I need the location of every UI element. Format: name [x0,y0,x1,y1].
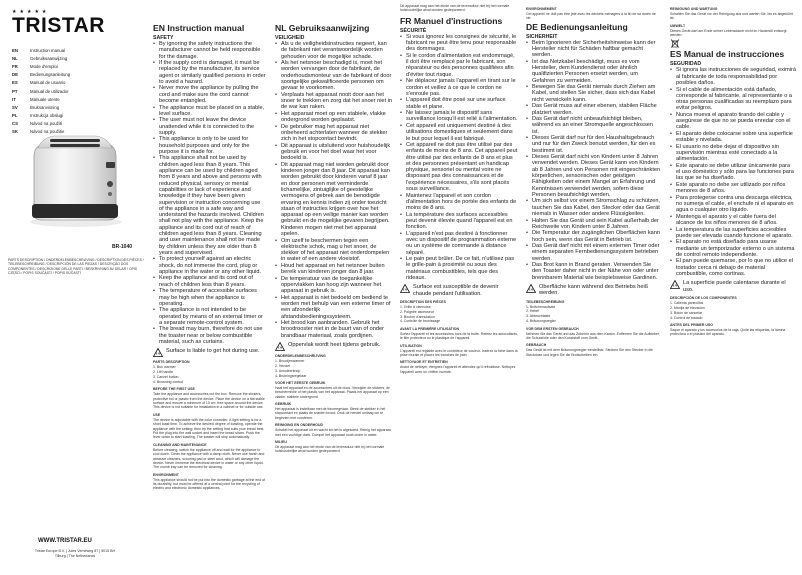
hot-surface-notice [670,280,796,293]
list-item: • Este aparato se debe utilizar únicamente para el uso doméstico y sólo para las funciones para las que se ha diseñado. [670,163,796,182]
model-number: BR-1040 [112,244,133,250]
nl-safety-title: VEILIGHEID [275,35,305,41]
list-item: • Mantenga el aparato y el cable fuera del alcance de los niños menores de 8 años. [670,214,796,227]
language-item[interactable] [12,103,132,111]
hot-surface-notice [153,348,266,357]
list-item: • The temperature of accessible surfaces may be high when the appliance is operating. [153,288,266,307]
language-code: ES [12,80,18,86]
nl-env-continued [400,4,518,13]
fr-safety-list [400,34,518,281]
es-details [670,296,796,337]
es-parts-title: DESCRIPCIÓN DE LOS COMPONENTES [670,295,737,300]
fr-continued [526,7,661,21]
de-env-text: Dieses Gerät darf am Ende seiner Lebensdauer nicht im Hausmüll entsorgt werden. [670,28,787,38]
language-item[interactable] [12,95,132,103]
hot-surface-icon [670,280,680,289]
en-safety-list [153,41,266,345]
language-label: Gebruiksaanwijzing [30,55,68,61]
fr-before-title: AVANT LA PREMIÈRE UTILISATION [400,326,459,331]
language-code: PT [12,88,18,94]
list-item: • El aparato debe colocarse sobre una superficie estable y nivelada. [670,131,796,144]
es-part-item: 4. Control de tostado [670,315,703,320]
language-label: Návod na použitie [30,129,65,135]
list-item: • Cet appareil ne doit pas être utilisé par des enfants de moins de 8 ans. Cet appareil peut être utilisé par des enfants de 8 ans et plus et des personnes présentant un handicap physique, sensoriel ou mental voire ne disposant pas des connaissances et de l'expérience nécessaires, s'ils sont placés sous surveillance. [400,142,518,192]
en-part-item: 3. Cancel button [153,375,179,380]
de-heading: DE Bedienungsanleitung [526,21,628,32]
hot-surface-text: La superficie puede calentarse durante el uso. [683,280,786,293]
list-item: • Este aparato no debe ser utilizado por niños menores de 8 años. [670,182,796,195]
de-part-item: 2. Hebel [526,309,540,314]
language-code: PL [12,113,18,119]
list-item: • Houd het apparaat en het netsnoer buiten bereik van kinderen jonger dan 8 jaar. [275,263,392,276]
list-item: • Als u de veiligheidsinstructies negeert, kan de fabrikant niet verantwoordelijk worden gehouden voor de mogelijke schade. [275,41,392,60]
hot-surface-icon [400,284,410,293]
de-use-text: Das Gerät ist mit dem Bräunungsregler einstellbar. Stecken Sie den Stecker in die Steckdose und legen Sie die Brotscheiben ein. [526,348,654,357]
list-item: • To protect yourself against an electric shock, do not immerse the cord, plug or appliance in the water or any other liquid. [153,256,266,275]
de-use-title: GEBRAUCH [526,343,547,348]
hot-surface-notice [275,342,392,351]
list-item: • The appliance is not intended to be operated by means of an external timer or a separate remote-control system. [153,307,266,326]
list-item: • Keep the appliance and its cord out of reach of children less than 8 years. [153,275,266,288]
list-item: • La temperatura de las superficies accesibles puede ser elevada cuando funcione el aparato. [670,227,796,240]
language-code: SV [12,104,18,110]
nl-env-text-cont: Dit apparaat mag aan het einde van de levensduur niet bij het normale huishoudelijke afval worden gedeponeerd. [400,4,510,13]
list-item: • El pan puede quemarse, por lo que no utilice el tostador cerca ni debajo de material combustible, como cortinas. [670,258,796,277]
list-item: • De temperatuur van de toegankelijke oppervlakken kan hoog zijn wanneer het apparaat in gebruik is. [275,276,392,295]
list-item: • Halten Sie das Gerät und sein Kabel außerhalb der Reichweite von Kindern unter 8 Jahren. [526,218,661,231]
list-item: • Para protegerse contra una descarga eléctrica, no sumerja el cable, el enchufe ni el aparato en agua o cualquier otro líquido. [670,195,796,214]
es-part-item: 3. Botón de cancelar [670,310,703,315]
de-safety-title: SICHERHEIT [526,33,558,40]
nl-heading: NL Gebruiksaanwijzing [275,23,370,33]
list-item: • Het apparaat moet op een stabiele, vlakke ondergrond worden geplaatst. [275,111,392,124]
language-code: IT [12,96,16,102]
en-clean-title: CLEANING AND MAINTENANCE [153,442,207,447]
language-code: DE [12,72,18,78]
language-item[interactable] [12,62,132,70]
list-item: • Om uzelf te beschermen tegen een elektrische schok, mag u het snoer, de stekker of het apparaat niet onderdompelen in water of een andere vloeistof. [275,238,392,263]
language-code: FR [12,63,18,69]
fr-part-item: 4. Contrôle de brunissage [400,319,441,324]
en-parts-title: PARTS DESCRIPTION [153,360,190,365]
de-clean-title: REINIGUNG UND WARTUNG [670,7,718,11]
language-label: Mode d'emploi [30,63,58,69]
nl-parts-title: ONDERDELENBESCHRIJVING [275,354,326,359]
en-part-item: 4. Browning control [153,379,183,384]
list-item: • Si ignora las instrucciones de seguridad, eximirá al fabricante de toda responsabilidad por posibles daños. [670,67,796,86]
fr-clean-title: NETTOYAGE ET ENTRETIEN [400,360,448,365]
cover-column [0,0,150,575]
list-item: • Verplaats het apparaat nooit door aan het snoer te trekken en zorg dat het snoer niet in de war kan raken. [275,92,392,111]
nl-part-item: 4. Bruiningsregelaar [275,373,307,378]
nl-clean-text: Schakel het apparaat uit en wacht tot het is afgekoeld. Reinig het apparaat met een vochtige doek. Dompel het apparaat nooit onder in water. [275,428,391,437]
list-item: • Cet appareil est uniquement destiné à des utilisations domestiques et seulement dans le but pour lequel il est fabriqué. [400,123,518,142]
brand-stars: ★★★★★ [12,9,50,15]
cover-parts-caption: PARTS DESCRIPTION / ONDERDELENBESCHRIJVING / DESCRIPTION DES PIÈCES / TEILEBESCHREIBUNG / DESCRIPCIÓN DE LAS PIEZAS / DESCRIÇÃO DOS COMPONENTES / DESCRIZIONE DELLE PARTI / BESKRIVNING AV DELAR / OPIS CZĘŚCI / POPIS SOUČÁSTÍ / POPIS SÚČASTÍ [8,258,144,275]
recycle-bin-icon [670,39,680,48]
en-clean-text: Before cleaning, switch the appliance off and wait for the appliance to cool down. Clean the appliance with a damp cloth. Never use harsh and abrasive cleaners, scouring pad or steel wool, which will damage the device. Never immerse the electrical device in water or any other liquid. The crumb tray can be removed for cleaning. [153,447,265,470]
language-label: Manual de usuario [30,80,66,86]
list-item: • Das Gerät darf nicht mit einem externen Timer oder einem separaten Fernbedienungssystem betrieben werden. [526,243,661,262]
hot-surface-text: Surface est susceptible de devenir chaude pendant l'utilisation. [413,284,499,297]
toaster-image [16,118,134,236]
list-item: • Das Gerät darf nicht unbeaufsichtigt bleiben, während es an einer Stromquelle angeschlossen ist. [526,116,661,135]
list-item: • By ignoring the safety instructions the manufacturer cannot be held responsible for the damage. [153,41,266,60]
fr-part-item: 2. Poignée ascenseur [400,309,434,314]
de-before-title: VOR DEM ERSTEN GEBRAUCH [526,326,579,331]
fr-part-item: 1. Grille à viennoise [400,304,431,309]
fr-part-item: 3. Bouton d'annulation [400,314,435,319]
language-label: Instrukcja obsługi [30,113,64,119]
list-item: • Das Brot kann in Brand geraten. Verwenden Sie den Toaster daher nicht in der Nähe von oder unter brennbarem Material wie beispielsweise Gardinen. [526,262,661,281]
hot-surface-notice [400,284,518,297]
es-before-text: Saque el aparato y los accesorios de la caja. Quite las etiquetas, la lámina protectora o el plástico del aparato. [670,327,786,337]
language-label: Manuale utente [30,96,60,102]
language-code: CS [12,121,18,127]
list-item: • L'appareil n'est pas destiné à fonctionner avec un dispositif de programmation externe ou un système de commande à distance séparé. [400,231,518,256]
fr-column [400,4,518,375]
list-item: • If the supply cord is damaged, it must be replaced by the manufacturer, its service agent or similarly qualified persons in order to avoid a hazard. [153,60,266,85]
language-item[interactable] [12,87,132,95]
en-use-title: USE [153,412,161,417]
fr-heading: FR Manuel d'instructions [400,15,503,26]
fr-details [400,300,518,374]
fr-clean-text: Avant de nettoyer, éteignez l'appareil et attendez qu'il refroidisse. Nettoyez l'appareil avec un chiffon humide. [400,365,516,374]
en-safety-title: SAFETY [153,35,174,41]
list-item: • Als het netsnoer beschadigd is, moet het worden vervangen door de fabrikant, de onderhoudsmonteur van de fabrikant of door soortgelijke gekwalificeerde personen om gevaar te voorkomen. [275,60,392,91]
en-part-item: 2. Lift handle [153,370,174,375]
en-env-text: This appliance should not be put into the domestic garbage at the end of its durability, but must be offered at a central point for the recycling of electric and electronic domestic appliances. [153,477,266,491]
es-before-title: ANTES DEL PRIMER USO [670,322,713,327]
company-address: Tristar Europe B.V. | Jules Verneweg 87 | 5015 BH Tilburg | The Netherlands [34,549,116,558]
brand-logo: TRISTAR [12,14,105,37]
de-clean-text: Schalten Sie das Gerät vor der Reinigung aus und warten Sie, bis es abgekühlt ist. [670,11,793,21]
hot-surface-text: Oberfläche kann während des Betriebs heiß werden. [539,284,649,297]
language-label: Manual de utilizador [30,88,69,94]
list-item: • Bewegen Sie das Gerät niemals durch Ziehen am Kabel, und stellen Sie sicher, dass sich das Kabel nicht verwickeln kann. [526,84,661,103]
en-env-title: ENVIRONMENT [153,472,179,477]
list-item: • Um sich selbst vor einem Stromschlag zu schützen, tauchen Sie das Kabel, den Stecker oder das Gerät niemals in Wasser oder andere Flüssigkeiten. [526,198,661,217]
language-code: EN [12,47,18,53]
list-item: • Ist das Netzkabel beschädigt, muss es vom Hersteller, dem Kundendienst oder ähnlich qualifizierten Personen ersetzt werden, um Gefahren zu vermeiden. [526,59,661,84]
list-item: • Maintenez l'appareil et son cordon d'alimentation hors de portée des enfants de moins de 8 ans. [400,193,518,212]
language-item[interactable] [12,79,132,87]
language-label: Návod na použití [30,121,63,127]
es-heading: ES Manual de instrucciones [670,49,785,60]
nl-clean-title: REINIGING EN ONDERHOUD [275,423,324,428]
nl-env-title: MILIEU [275,440,287,445]
list-item: • El usuario no debe dejar el dispositivo sin supervisión mientras esté conectado a la alimentación. [670,144,796,163]
hot-surface-icon [153,348,163,357]
list-item: • Dit apparaat mag niet worden gebruikt door kinderen jonger dan 8 jaar. Dit apparaat kan worden gebruikt door kinderen vanaf 8 jaar en door personen met verminderde lichamelijke, zintuiglijke of geestelijke vermogens of gebrek aan de benodigde ervaring en kennis indien zij onder toezicht staan of instructies krijgen over hoe het apparaat op een veilige manier kan worden gebruikt en de mogelijke gevaren begrijpen. Kinderen mogen niet met het apparaat spelen. [275,162,392,238]
list-item: • Si el cable de alimentación está dañado, corresponde al fabricante, al representante o a otras personas cualificadas su reemplazo para evitar peligros. [670,87,796,112]
language-item[interactable] [12,71,132,79]
hot-surface-icon [275,342,285,351]
de-part-item: 3. Abbruchtaste [526,314,551,319]
list-item: • This appliance is only to be used for household purposes and only for the purpose it is made for. [153,136,266,155]
nl-env-text: Dit apparaat mag aan het einde van de levensduur niet bij het normale huishoudelijke afval worden gedeponeerd. [275,444,385,454]
fr-safety-title: SÉCURITÉ [400,27,427,34]
nl-use-title: GEBRUIK [275,402,292,407]
list-item: • Ne déplacez jamais l'appareil en tirant sur le cordon et veillez à ce que le cordon ne s'enroule pas. [400,78,518,97]
en-part-item: 1. Bun warmer [153,365,176,370]
list-item: • Dieses Gerät darf nicht von Kindern unter 8 Jahren verwendet werden. Dieses Gerät kann von Kindern ab 8 Jahren und von Personen mit eingeschränkten körperlichen, sensorischen oder geistigen Fähigkeiten oder einem Mangel an Erfahrung und Kenntnissen verwendet werden, sofern diese Personen beaufsichtigt werden. [526,154,661,198]
list-item: • La température des surfaces accessibles peut devenir élevée quand l'appareil est en fonction. [400,212,518,231]
hot-surface-text: Oppervlak wordt heet tijdens gebruik. [288,342,381,349]
list-item: • This appliance shall not be used by children aged less than 8 years. This appliance can be used by children aged from 8 years and above and persons with reduced physical, sensory or mental capabilities or lack of experience and knowledge if they have been given supervision or instruction concerning use of the appliance in a safe way and understand the hazards involved. Children shall not play with the appliance. Keep the appliance and its cord out of reach of children aged less than 8 years. Cleaning and user maintenance shall not be made by children unless they are older than 8 years and supervised. [153,155,266,256]
en-before-text: Take the appliance and accessories out the box. Remove the stickers, protective foil or plastic from the device. Place the device on a flat stable surface and ensure a minimum of 10 cm. free space around the device. This device is not suitable for installation in a cabinet or for outside use. [153,392,265,410]
de-part-item: 1. Brötchenaufsatz [526,304,556,309]
hot-surface-notice [526,284,661,297]
de-column [526,4,661,358]
language-code: SK [12,129,18,135]
language-code: NL [12,55,18,61]
hot-surface-icon [526,284,536,293]
nl-use-text: Het apparaat is instelbaar met de kleurregelaar. Steek de stekker in het stopcontact en plaats de sneden brood. Druk de hendel omlaag om te beginnen met roosteren. [275,407,386,420]
hot-surface-text: Surface is liable to get hot during use. [166,348,260,355]
list-item: • Le pain peut brûler. De ce fait, n'utilisez pas le grille-pain à proximité ou sous des matériaux combustibles, tels que des rideaux. [400,256,518,281]
en-use-text: The device is adjustable with the color controller. A light setting is for a short toast time. To achieve the desired degree of toasting, operate the appliance with the setting; then try the setting that suits your bread best. Put the plug into the wall socket and insert the bread slices. Push the lever down to start toasting. The toaster will stop automatically. [153,417,265,440]
list-item: • L'appareil doit être posé sur une surface stable et plane. [400,97,518,110]
de-safety-list [526,40,661,281]
nl-part-item: 3. Annuleerknop [275,368,301,373]
list-item: • Si le cordon d'alimentation est endommagé, il doit être remplacé par le fabricant, son réparateur ou des personnes qualifiées afin d'éviter tout risque. [400,53,518,78]
list-item: • Nunca mueva el aparato tirando del cable y asegúrese de que no se pueda enredar con el cable. [670,112,796,131]
list-item: • Ne laissez jamais le dispositif sans surveillance lorsqu'il est relié à l'alimentation. [400,110,518,123]
list-item: • Beim Ignorieren der Sicherheitshinweise kann der Hersteller nicht für Schäden haftbar gemacht werden. [526,40,661,59]
fr-use-text: L'appareil est réglable avec le contrôleur de couleur. Insérez la fiche dans la prise murale et placez les tranches de pain. [400,348,518,357]
fr-before-text: Sortez l'appareil et les accessoires hors de la boîte. Retirez les autocollants, le film protecteur ou le plastique de l'appareil. [400,331,518,341]
language-label: Bruksanvisning [30,104,60,110]
nl-column [275,24,392,454]
en-before-title: BEFORE THE FIRST USE [153,387,195,392]
es-part-item: 2. Manija de elevación [670,305,705,310]
fr-use-title: UTILISATION [400,343,422,348]
list-item: • The user must not leave the device unattended while it is connected to the supply. [153,117,266,136]
de-env-title: UMWELT [670,23,686,28]
de-continued [670,7,796,37]
language-item[interactable] [12,54,132,62]
list-item: • Het brood kan aanbranden. Gebruik het broodrooster niet in de buurt van of onder brandbaar materiaal, zoals gordijnen. [275,320,392,339]
nl-before-title: VOOR HET EERSTE GEBRUIK [275,381,326,386]
list-item: • Die Temperatur der zugänglichen Oberflächen kann hoch sein, wenn das Gerät in Betrieb ist. [526,230,661,243]
fr-env-text: Cet appareil ne doit pas être jeté avec les déchets ménagers à la fin de sa durée de vie. [526,11,656,21]
nl-safety-list [275,41,392,339]
list-item: • Never move the appliance by pulling the cord and make sure the cord cannot become entangled. [153,85,266,104]
language-label: Bedienungsanleitung [30,72,71,78]
list-item: • The bread may burn, therefore do not use the toaster near or below combustible material, such as curtains. [153,326,266,345]
de-before-text: Nehmen Sie das Gerät und das Zubehör aus dem Karton. Entfernen Sie die Aufkleber, die Schutzfolie oder den Kunststoff vom Gerät. [526,331,660,340]
es-part-item: 1. Calienta panecillos [670,300,704,305]
recycle-notice [670,39,796,48]
list-item: • Dit apparaat is uitsluitend voor huishoudelijk gebruik en voor het doel waar het voor bedoeld is. [275,143,392,162]
en-details [153,360,266,491]
nl-details [275,354,392,454]
en-heading: EN Instruction manual [153,23,245,33]
list-item: • Das Gerät muss auf einer ebenen, stabilen Fläche platziert werden. [526,103,661,116]
list-item: • The appliance must be placed on a stable, level surface. [153,105,266,118]
de-parts-title: TEILEBESCHREIBUNG [526,299,565,304]
es-safety-list [670,67,796,277]
de-details [526,300,661,357]
list-item: • De gebruiker mag het apparaat niet onbeheerd achterlaten wanneer de stekker zich in het stopcontact bevindt. [275,124,392,143]
nl-part-item: 2. Hendel [275,363,290,368]
list-item: • Het apparaat is niet bedoeld om bediend te worden met behulp van een externe timer of een afzonderlijk afstandsbedieningssysteem. [275,295,392,320]
fr-env-title: ENVIRONNEMENT [526,7,557,11]
list-item: • El aparato no está diseñado para usarse mediante un temporizador externo o un sistema de control remoto independiente. [670,239,796,258]
language-label: Instruction manual [30,47,66,53]
list-item: • Dieses Gerät darf nur für den Haushaltsgebrauch und nur für den Zweck benutzt werden, für den es bestimmt ist. [526,135,661,154]
nl-before-text: Haal het apparaat en de accessoires uit de doos. Verwijder de stickers, de beschermfolie of het plastic van het apparaat. Plaats het apparaat op een vlakke, stabiele ondergrond. [275,385,390,399]
en-column [153,24,266,491]
nl-part-item: 1. Broodjeswarmer [275,358,305,363]
language-item[interactable] [12,46,132,54]
website-link[interactable]: WWW.TRISTAR.EU [38,538,92,544]
es-column [670,4,796,337]
fr-parts-title: DESCRIPTION DES PIÈCES [400,299,446,304]
de-part-item: 4. Bräunungsregler [526,319,556,324]
es-safety-title: SEGURIDAD [670,61,702,68]
list-item: • Si vous ignorez les consignes de sécurité, le fabricant ne peut être tenu pour responsable des dommages. [400,34,518,53]
